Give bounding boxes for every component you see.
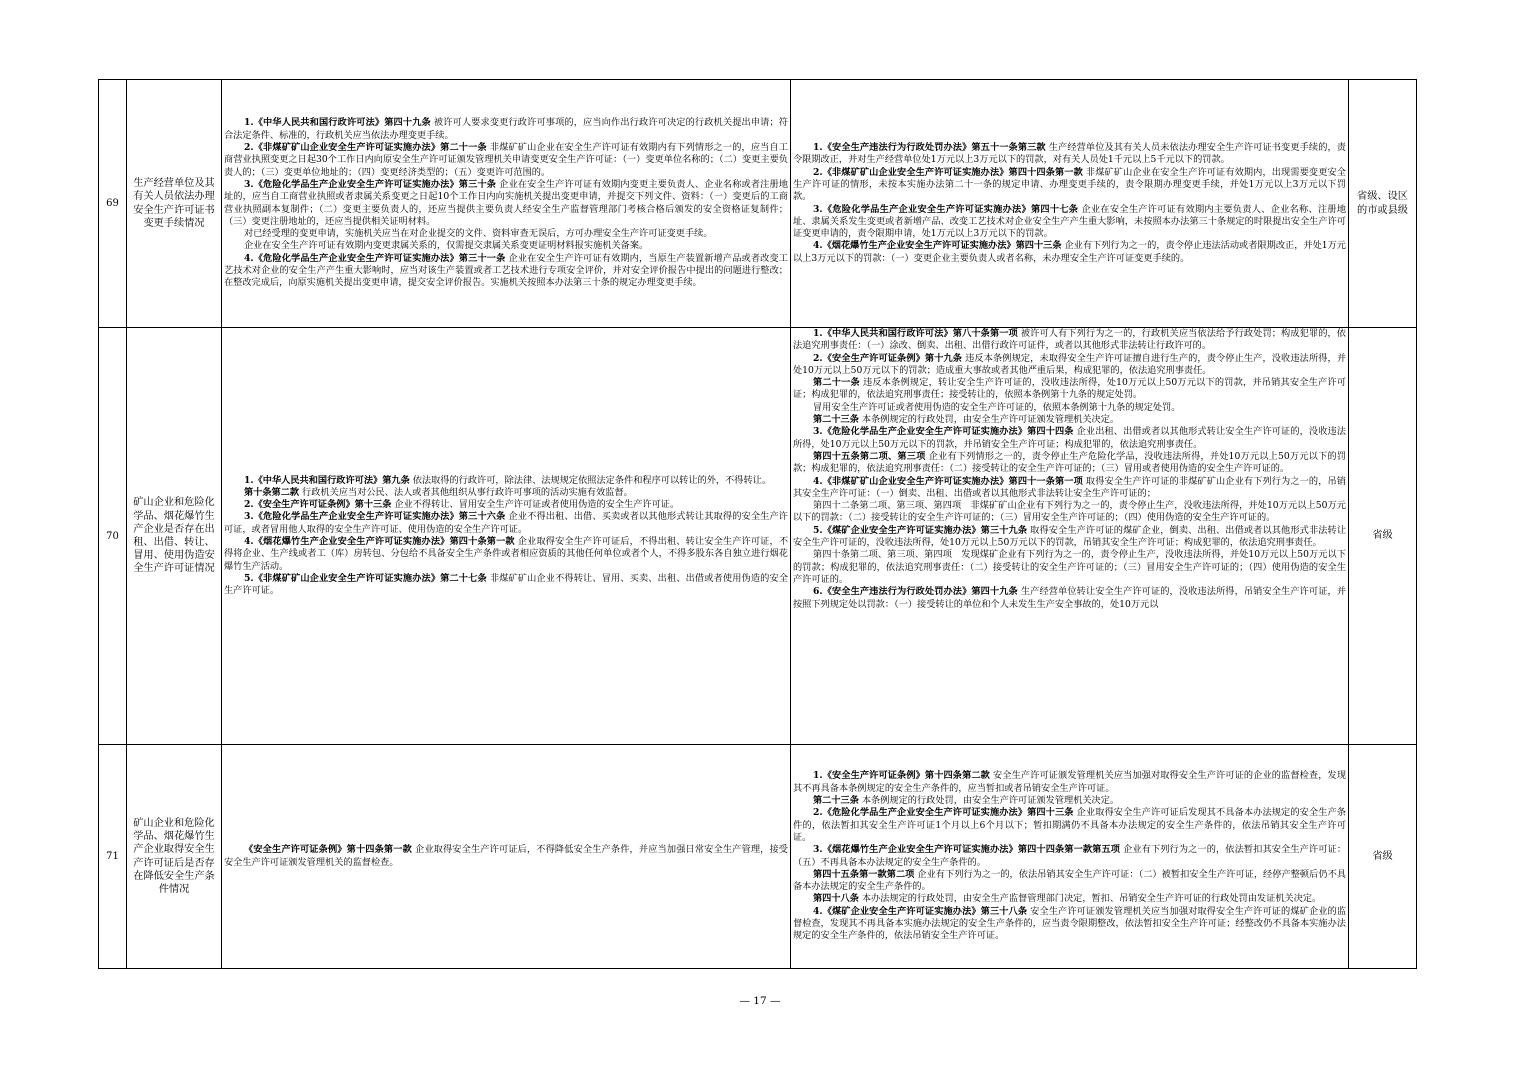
- article-text: 违反本条例规定，未取得安全生产许可证擅自进行生产的，责令停止生产，没收违法所得，并处10万元以上50万元以下的罚款；造成重大事故或者其他严重后果，构成犯罪的，依法追究刑事责任。: [793, 352, 1347, 376]
- article-text: 企业在安全生产许可证有效期内，当原生产装置新增产品或者改变工艺技术对企业的安全生产产生重大影响时，应当对该生产装置或者工艺技术进行专项安全评价，并对安全评价报告中提出的问题进行整改；在整改完成后，向原实施机关提出变更申请，提交安全评价报告。实施机关按照本办法第三十条的规定办理变更手续。: [224, 252, 788, 289]
- legal-paragraph: [793, 844, 1346, 869]
- legal-paragraph: [793, 893, 1346, 905]
- inspection-item: 矿山企业和危险化学品、烟花爆竹生产企业取得安全生产许可证后是否存在降低安全生产条件情况: [127, 745, 222, 969]
- article-text: 企业不得转让、冒用安全生产许可证或者使用伪造的安全生产许可证。: [391, 499, 680, 511]
- legal-paragraph: [793, 770, 1346, 795]
- article-citation: 《安全生产许可证条例》第十四条第一款: [244, 844, 412, 856]
- enforcement-level: 省级: [1349, 328, 1417, 745]
- article-citation: 3.《危险化学品生产企业安全生产许可证实施办法》第三十条: [244, 178, 497, 190]
- legal-paragraph: [793, 795, 1346, 807]
- legal-paragraph: [793, 586, 1346, 611]
- legal-paragraph: [793, 353, 1346, 378]
- legal-basis-cell: [222, 80, 791, 328]
- article-citation: 第二十三条: [813, 795, 859, 807]
- enforcement-level: 省级、设区的市或县级: [1349, 80, 1417, 328]
- article-citation: 6.《安全生产违法行为行政处罚办法》第四十九条: [813, 586, 1018, 598]
- penalty-basis-cell: [791, 328, 1349, 745]
- article-citation: 3.《烟花爆竹生产企业安全生产许可证实施办法》第四十四条第一款第五项: [813, 844, 1121, 856]
- article-citation: 2.《危险化学品生产企业安全生产许可证实施办法》第四十三条: [813, 807, 1074, 819]
- inspection-item: 矿山企业和危险化学品、烟花爆竹生产企业是否存在出租、出借、转让、冒用、使用伪造安全生产许可证情况: [127, 328, 222, 745]
- legal-paragraph: [224, 573, 788, 598]
- table-row: [99, 745, 1417, 969]
- article-text: 被许可人有下列行为之一的，行政机关应当依法给予行政处罚；构成犯罪的，依法追究刑事责任：（一）涂改、倒卖、出租、出借行政许可证件，或者以其他形式非法转让行政许可的。: [793, 328, 1346, 352]
- legal-paragraph: [224, 253, 788, 290]
- table-row: [99, 80, 1417, 328]
- article-citation: 第四十五条第二项、第三项: [813, 450, 926, 462]
- article-text: 企业取得安全生产许可证后，不得出租、转让安全生产许可证，不得将企业、生产线或者工（库）房转包、分包给不具备安全生产条件或者相应资质的其他任何单位或者个人，不得多股东各自独立进行烟花爆竹生产活动。: [224, 536, 789, 572]
- article-text: 企业在安全生产许可证有效期内变更隶属关系的，仅需提交隶属关系变更证明材料报实施机关备案。: [244, 240, 649, 252]
- row-number: 71: [99, 745, 127, 969]
- legal-paragraph: [793, 328, 1346, 353]
- legal-paragraph: [224, 228, 788, 240]
- article-text: 本条例规定的行政处罚，由安全生产许可证颁发管理机关决定。: [858, 795, 1120, 807]
- enforcement-level: 省级: [1349, 745, 1417, 969]
- article-citation: 2.《安全生产许可证条例》第十三条: [244, 499, 392, 511]
- article-citation: 3.《危险化学品生产企业安全生产许可证实施办法》第四十七条: [813, 203, 1079, 215]
- article-citation: 5.《非煤矿矿山企业安全生产许可证实施办法》第二十七条: [244, 572, 487, 584]
- legal-paragraph: [793, 869, 1346, 894]
- article-text: 对已经受理的变更申请，实施机关应当在对企业提交的文件、资料审查无误后，方可办理安全生产许可证变更手续。: [244, 228, 713, 240]
- article-citation: 4.《烟花爆竹生产企业安全生产许可证实施办法》第四十条第一款: [244, 536, 515, 547]
- article-citation: 第二十一条: [813, 377, 860, 389]
- legal-paragraph: [793, 142, 1346, 167]
- article-citation: 1.《中华人民共和国行政许可法》第九条: [244, 474, 410, 486]
- article-text: 冒用安全生产许可证或者使用伪造的安全生产许可证的，依照本条例第十九条的规定处罚。: [813, 401, 1181, 413]
- legal-paragraph: [793, 414, 1346, 426]
- article-text: 安全生产许可证颁发管理机关应当加强对取得安全生产许可证的企业的监督检查，发现其不再具备本条例规定的安全生产条件的，应当暂扣或者吊销安全生产许可证。: [793, 770, 1347, 794]
- legal-paragraph: [793, 476, 1346, 501]
- legal-paragraph: [224, 179, 788, 228]
- legal-paragraph: [793, 377, 1346, 402]
- legal-paragraph: [224, 844, 788, 869]
- article-text: 第四十条第二项、第三项、第四项 发现煤矿企业有下列行为之一的，责令停止生产，没收违法所得，并处10万元以上50万元以下的罚款；构成犯罪的，依法追究刑事责任：（二）接受转让的安全生产许可证的；（三）冒用安全生产许可证的；（四）使用伪造的安全生产许可证的。: [793, 549, 1346, 585]
- article-text: 安全生产许可证颁发管理机关应当加强对取得安全生产许可证的煤矿企业的监督检查，发现其不再具备本实施办法规定的安全生产条件的，应当责令限期整改，依法暂扣安全生产许可证；经整改仍不具备本实施办法规定的安全生产条件的，依法吊销安全生产许可证。: [793, 905, 1347, 942]
- article-citation: 2.《非煤矿矿山企业安全生产许可证实施办法》第四十四条第一款: [813, 166, 1083, 178]
- legal-paragraph: [224, 511, 788, 536]
- article-text: 取得安全生产许可证的非煤矿矿山企业有下列行为之一的，吊销其安全生产许可证：（一）倒卖、出租、出借或者以其他形式非法转让安全生产许可证的；: [793, 475, 1346, 499]
- article-citation: 4.《危险化学品生产企业安全生产许可证实施办法》第三十一条: [244, 252, 506, 264]
- article-text: 生产经营单位及其有关人员未依法办理安全生产许可证书变更手续的，责令限期改正，并对生产经营单位处1万元以上3万元以下的罚款，对有关人员处1千元以上5千元以下的罚款。: [793, 142, 1346, 166]
- article-text: 企业在安全生产许可证有效期内主要负责人、企业名称、注册地址、隶属关系发生变更或者新增产品、改变工艺技术对企业安全生产产生重大影响，未按照本办法第三十条规定的时限提出安全生产许可证变更申请的，责令限期申请，处1万元以上3万元以下的罚款。: [793, 203, 1347, 240]
- article-text: 企业有下列行为之一的，依法暂扣其安全生产许可证：（五）不再具备本办法规定的安全生产条件的。: [793, 844, 1347, 868]
- article-text: 取得安全生产许可证的煤矿企业，倒卖、出租、出借或者以其他形式非法转让安全生产许可证的，没收违法所得，处10万元以上50万元以下的罚款，吊销其安全生产许可证；构成犯罪的，依法追究刑事责任。: [793, 524, 1347, 549]
- legal-paragraph: [224, 240, 788, 252]
- article-citation: 5.《煤矿企业安全生产许可证实施办法》第三十九条: [813, 524, 1028, 536]
- article-citation: 第二十三条: [813, 414, 859, 426]
- article-text: 本办法规定的行政处罚，由安全生产监督管理部门决定，暂扣、吊销安全生产许可证的行政处罚由发证机关决定。: [858, 893, 1322, 905]
- legal-paragraph: [793, 525, 1346, 550]
- table-row: [99, 328, 1417, 745]
- legal-paragraph: [793, 426, 1346, 451]
- row-number: 69: [99, 80, 127, 328]
- article-text: 企业有下列情形之一的，责令停止生产危险化学品，没收违法所得，并处10万元以上50万元以下的罚款；构成犯罪的，依法追究刑事责任：（二）接受转让的安全生产许可证的；（三）冒用或者使用伪造的安全生产许可证的。: [793, 450, 1346, 475]
- article-text: 被许可人要求变更行政许可事项的，应当向作出行政许可决定的行政机关提出申请；符合法定条件、标准的，行政机关应当依法办理变更手续。: [224, 117, 788, 141]
- legal-paragraph: [793, 402, 1346, 414]
- article-text: 生产经营单位转让安全生产许可证的，没收违法所得，吊销安全生产许可证，并按照下列规定处以罚款：（一）接受转让的单位和个人未发生生产安全事故的，处10万元以: [793, 586, 1346, 610]
- legal-paragraph: [793, 240, 1346, 265]
- article-text: 违反本条例规定，转让安全生产许可证的，没收违法所得，处10万元以上50万元以下的罚款，并吊销其安全生产许可证；构成犯罪的，依法追究刑事责任；接受转让的，依照本条例第十九条的规定处罚。: [793, 377, 1346, 401]
- legal-paragraph: [793, 549, 1346, 586]
- legal-paragraph: [224, 487, 788, 499]
- article-citation: 1.《中华人民共和国行政许可法》第八十条第一项: [813, 328, 1018, 339]
- legal-paragraph: [793, 906, 1346, 943]
- row-number: 70: [99, 328, 127, 745]
- regulation-table: [98, 79, 1417, 969]
- page-number: — 17 —: [739, 995, 781, 1007]
- article-citation: 4.《非煤矿矿山企业安全生产许可证实施办法》第四十一条第一项: [813, 475, 1083, 487]
- penalty-basis-cell: [791, 745, 1349, 969]
- article-citation: 1.《安全生产许可证条例》第十四条第二款: [813, 770, 990, 782]
- legal-paragraph: [793, 451, 1346, 476]
- article-text: 非煤矿矿山企业不得转让、冒用、买卖、出租、出借或者使用伪造的安全生产许可证。: [224, 572, 789, 597]
- article-text: 企业取得安全生产许可证后发现其不具备本办法规定的安全生产条件的，依法暂扣其安全生产许可证1个月以上6个月以下；暂扣期满仍不具备本办法规定的安全生产条件的，依法吊销其安全生产许可证。: [793, 807, 1346, 843]
- legal-paragraph: [224, 536, 788, 573]
- article-text: 企业出租、出借或者以其他形式转让安全生产许可证的，没收违法所得，处10万元以上50万元以下的罚款，并吊销安全生产许可证；构成犯罪的，依法追究刑事责任。: [793, 426, 1346, 450]
- article-text: 本条例规定的行政处罚，由安全生产许可证颁发管理机关决定。: [858, 414, 1120, 426]
- legal-basis-cell: [222, 328, 791, 745]
- legal-paragraph: [793, 167, 1346, 204]
- article-citation: 第四十五条第一款第二项: [813, 868, 915, 880]
- article-citation: 3.《危险化学品生产企业安全生产许可证实施办法》第四十四条: [813, 426, 1074, 438]
- article-text: 企业不得出租、出借、买卖或者以其他形式转让其取得的安全生产许可证，或者冒用他人取得的安全生产许可证、使用伪造的安全生产许可证。: [224, 511, 788, 535]
- article-text: 企业有下列行为之一的，依法吊销其安全生产许可证：（二）被暂扣安全生产许可证，经停产整顿后仍不具备本办法规定的安全生产条件的。: [793, 868, 1346, 893]
- legal-paragraph: [224, 117, 788, 142]
- legal-basis-cell: [222, 745, 791, 969]
- inspection-item: 生产经营单位及其有关人员依法办理安全生产许可证书变更手续情况: [127, 80, 222, 328]
- article-citation: 1.《安全生产违法行为行政处罚办法》第五十一条第三款: [813, 142, 1046, 154]
- penalty-basis-cell: [791, 80, 1349, 328]
- article-text: 企业有下列行为之一的，责令停止违法活动或者限期改正，并处1万元以上3万元以下的罚款：（一）变更企业主要负责人或者名称，未办理安全生产许可证变更手续的。: [793, 240, 1346, 264]
- article-text: 企业在安全生产许可证有效期内变更主要负责人、企业名称或者注册地址的，应当自工商营业执照或者隶属关系变更之日起10个工作日内向实施机关提出变更申请，并提交下列文件、资料：（一）变更后的工商营业执照副本复制件；（二）变更主要负责人的，还应当提供主要负责人经安全生产监督管理部门考核合格后颁发的安全资格证复制件；（三）变更注册地址的，还应当提供相关证明材料。: [224, 178, 789, 227]
- article-citation: 第十条第二款: [244, 486, 300, 498]
- article-citation: 第四十八条: [813, 893, 859, 905]
- article-text: 行政机关应当对公民、法人或者其他组织从事行政许可事项的活动实施有效监督。: [299, 486, 633, 498]
- article-citation: 1.《中华人民共和国行政许可法》第四十九条: [244, 117, 431, 129]
- article-text: 第四十二条第二项、第三项、第四项 非煤矿矿山企业有下列行为之一的，责令停止生产，没收违法所得，并处10万元以上50万元以下的罚款：（二）接受转让的安全生产许可证的；（三）冒用安全生产许可证的；（四）使用伪造的安全生产许可证的。: [793, 500, 1346, 524]
- article-text: 依法取得的行政许可，除法律、法规规定依照法定条件和程序可以转让的外，不得转让。: [409, 474, 772, 486]
- article-citation: 4.《煤矿企业安全生产许可证实施办法》第三十八条: [813, 905, 1028, 917]
- article-text: 非煤矿矿山企业在安全生产许可证有效期内，出现需要变更安全生产许可证的情形，未按本实施办法第二十一条的规定申请、办理变更手续的，责令限期办理变更手续，并处1万元以上3万元以下罚款。: [793, 166, 1346, 203]
- article-citation: 2.《非煤矿矿山企业安全生产许可证实施办法》第二十一条: [244, 142, 487, 154]
- legal-paragraph: [793, 204, 1346, 241]
- legal-paragraph: [224, 475, 788, 487]
- legal-paragraph: [224, 499, 788, 511]
- article-citation: 3.《危险化学品生产企业安全生产许可证实施办法》第三十六条: [244, 511, 506, 523]
- article-text: 企业取得安全生产许可证后，不得降低安全生产条件，并应当加强日常安全生产管理，接受安全生产许可证颁发管理机关的监督检查。: [224, 844, 788, 868]
- legal-paragraph: [224, 142, 788, 179]
- article-citation: 2.《安全生产许可证条例》第十九条: [813, 352, 963, 364]
- article-citation: 4.《烟花爆竹生产企业安全生产许可证实施办法》第四十三条: [813, 240, 1062, 252]
- legal-paragraph: [793, 500, 1346, 525]
- article-text: 非煤矿矿山企业在安全生产许可证有效期内有下列情形之一的，应当自工商营业执照变更之日起30个工作日内向原安全生产许可证颁发管理机关申请变更安全生产许可证：（一）变更单位名称的；（二）变更主要负责人的；（三）变更单位地址的；（四）变更经济类型的；（五）变更许可范围的。: [224, 142, 789, 178]
- legal-paragraph: [793, 807, 1346, 844]
